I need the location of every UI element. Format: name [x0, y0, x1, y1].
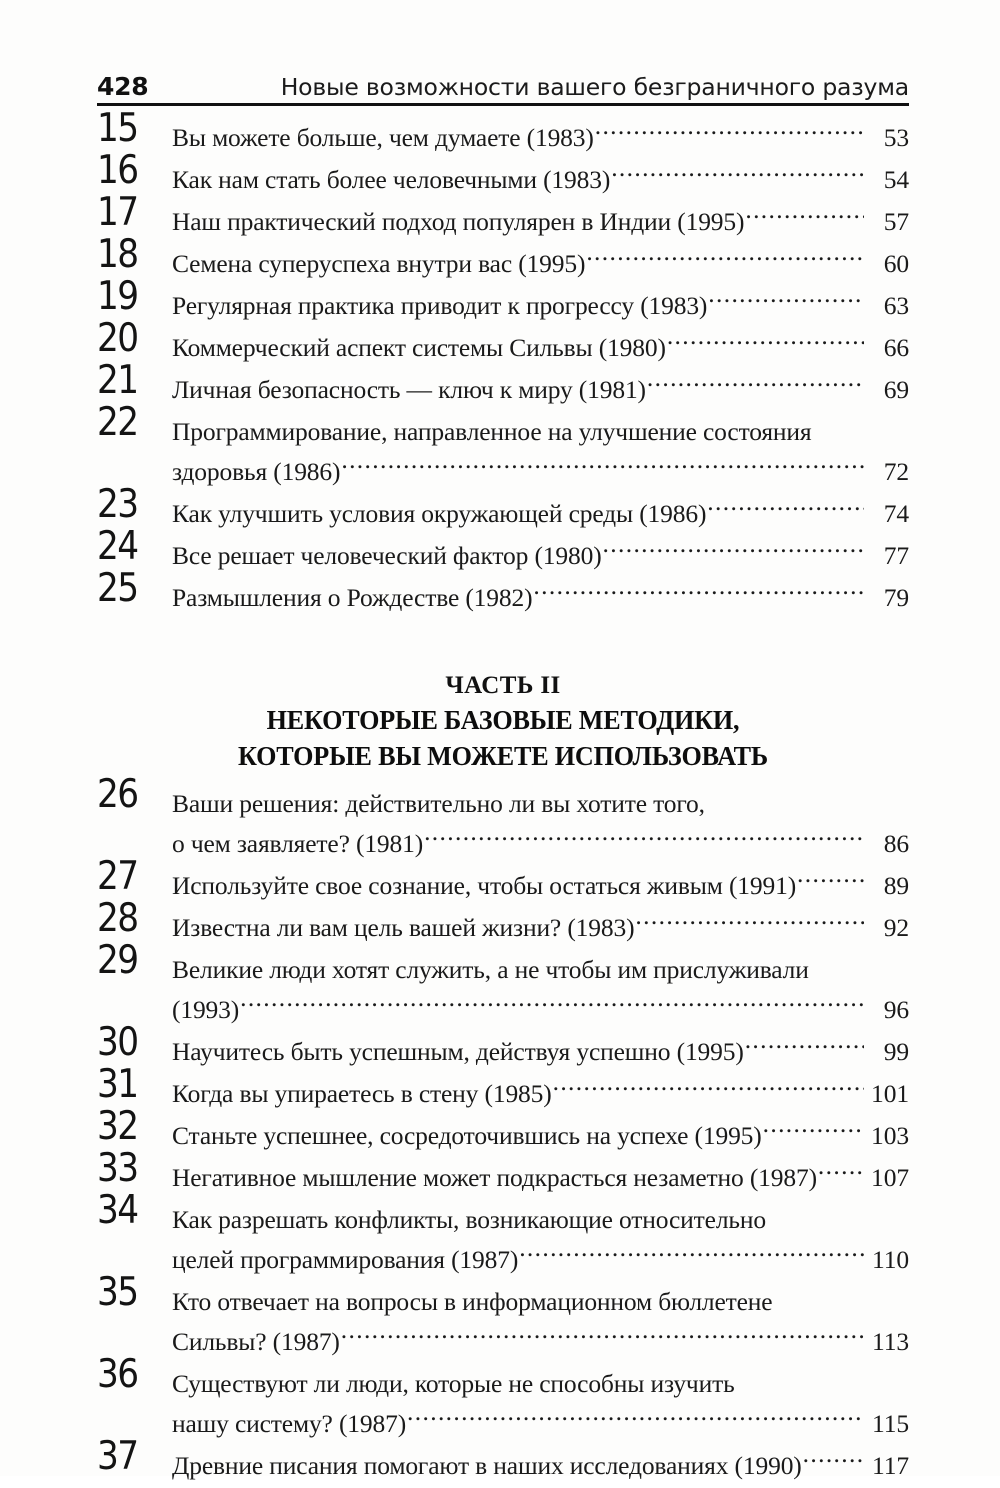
toc-leader-dots [553, 1077, 864, 1103]
toc-entry-line [172, 1200, 909, 1240]
toc-chapter-number: 37 [97, 1434, 138, 1479]
toc-entry-lines [172, 370, 909, 410]
toc-entry[interactable] [97, 1104, 909, 1156]
toc-leader-dots [745, 1035, 864, 1061]
toc-leader-dots [647, 373, 864, 399]
part-label: ЧАСТЬ II [445, 672, 561, 699]
toc-page-number: 96 [883, 995, 909, 1024]
toc-entry-lines [172, 202, 909, 242]
toc-entry-line [172, 536, 909, 576]
toc-entry-title-continued: здоровья (1986) [172, 457, 341, 486]
toc-entry-title: Как нам стать более человечными (1983) [172, 165, 611, 194]
toc-chapter-number: 35 [97, 1270, 138, 1315]
toc-page-number: 63 [883, 291, 909, 320]
toc-entry-lines [172, 1200, 909, 1280]
toc-entry[interactable] [97, 566, 909, 618]
toc-leader-dots [595, 121, 864, 147]
toc-entry-line [172, 784, 909, 824]
toc-page-number: 99 [883, 1037, 909, 1066]
toc-chapter-number: 23 [97, 482, 138, 527]
toc-page-number: 53 [883, 123, 909, 152]
toc-leader-dots [736, 1367, 908, 1393]
toc-entry[interactable] [97, 1188, 909, 1280]
toc-entry[interactable] [97, 772, 909, 864]
toc-entry-title: Как улучшить условия окружающей среды (1986) [172, 499, 707, 528]
toc-entry[interactable] [97, 232, 909, 284]
toc-entry-line [172, 908, 909, 948]
toc-entry[interactable] [97, 274, 909, 326]
toc-entry-lines [172, 286, 909, 326]
toc-entry-lines [172, 160, 909, 200]
toc-entry-line [172, 1240, 909, 1280]
toc-page-number: 103 [871, 1121, 909, 1150]
toc-leader-dots [586, 247, 864, 273]
toc-chapter-number: 30 [97, 1020, 138, 1065]
toc-entry[interactable] [97, 1020, 909, 1072]
toc-entry-title: Негативное мышление может подкрасться незаметно (1987) [172, 1163, 817, 1192]
toc-chapter-number: 25 [97, 566, 138, 611]
toc-entry-title: Наш практический подход популярен в Индии (1995) [172, 207, 745, 236]
toc-entry-lines [172, 244, 909, 284]
toc-chapter-number: 22 [97, 400, 138, 445]
toc-chapter-number: 20 [97, 316, 138, 361]
toc-entry-title: Кто отвечает на вопросы в информационном бюллетене [172, 1287, 773, 1316]
toc-page-number: 107 [871, 1163, 909, 1192]
toc-chapter-number: 31 [97, 1062, 138, 1107]
toc-page-number: 74 [883, 499, 909, 528]
toc-entry-lines [172, 328, 909, 368]
toc-chapter-number: 21 [97, 358, 138, 403]
toc-entry-lines [172, 1116, 909, 1156]
page-folio: 428 [97, 72, 149, 101]
toc-entry[interactable] [97, 896, 909, 948]
toc-chapter-number: 16 [97, 148, 138, 193]
toc-entry-title: Семена суперуспеха внутри вас (1995) [172, 249, 586, 278]
toc-entry-title-continued: Сильвы? (1987) [172, 1327, 340, 1356]
toc-entry-line [172, 578, 909, 618]
toc-leader-dots [763, 1119, 864, 1145]
toc-chapter-number: 29 [97, 938, 138, 983]
toc-entry-line [172, 1282, 909, 1322]
toc-entry-title: Все решает человеческий фактор (1980) [172, 541, 602, 570]
toc-chapter-number: 34 [97, 1188, 138, 1233]
toc-leader-dots [519, 1243, 864, 1269]
toc-entry-title: Коммерческий аспект системы Сильвы (1980) [172, 333, 666, 362]
toc-entry-lines [172, 118, 909, 158]
toc-entry[interactable] [97, 1352, 909, 1444]
toc-entry-lines [172, 536, 909, 576]
toc-chapter-number: 28 [97, 896, 138, 941]
toc-entry-line [172, 824, 909, 864]
toc-leader-dots [667, 331, 864, 357]
toc-entry-lines [172, 1074, 909, 1114]
toc-entry[interactable] [97, 148, 909, 200]
toc-entry-line [172, 118, 909, 158]
toc-leader-dots [797, 869, 864, 895]
toc-entry[interactable] [97, 400, 909, 492]
toc-page-number: 72 [883, 457, 909, 486]
toc-entry-title: Ваши решения: действительно ли вы хотите того, [172, 789, 705, 818]
toc-chapter-number: 27 [97, 854, 138, 899]
toc-leader-dots [635, 911, 864, 937]
toc-entry-title: Размышления о Рождестве (1982) [172, 583, 533, 612]
toc-entry-line [172, 866, 909, 906]
toc-page-number: 66 [883, 333, 909, 362]
toc-leader-dots [745, 205, 864, 231]
toc-page-number: 69 [883, 375, 909, 404]
toc-leader-dots [611, 163, 864, 189]
toc-entry-line [172, 1404, 909, 1444]
toc-leader-dots [803, 1449, 864, 1475]
toc-entry-line [172, 370, 909, 410]
toc-entry-line [172, 328, 909, 368]
toc-chapter-number: 32 [97, 1104, 138, 1149]
toc-entry-lines [172, 494, 909, 534]
toc-entry-lines [172, 1032, 909, 1072]
toc-entry-title: Программирование, направленное на улучшение состояния [172, 417, 812, 446]
toc-entry-line [172, 1074, 909, 1114]
toc-entry-line [172, 1446, 909, 1486]
running-title: Новые возможности вашего безграничного разума [280, 72, 909, 101]
toc-entry-lines [172, 784, 909, 864]
toc-entry-line [172, 1364, 909, 1404]
toc-entry[interactable] [97, 358, 909, 410]
toc-leader-dots [707, 497, 864, 523]
toc-entry-lines [172, 1282, 909, 1362]
part-title-line-1: НЕКОТОРЫЕ БАЗОВЫЕ МЕТОДИКИ, [266, 704, 740, 735]
toc-entry[interactable] [97, 854, 909, 906]
toc-chapter-number: 15 [97, 106, 138, 151]
toc-entry-line [172, 412, 909, 452]
toc-page-number: 115 [871, 1409, 909, 1438]
toc-entry-lines [172, 1446, 909, 1486]
toc-entry-title-continued: (1993) [172, 995, 240, 1024]
toc-entry-line [172, 950, 909, 990]
toc-chapter-number: 33 [97, 1146, 138, 1191]
toc-list-part-one [97, 106, 909, 620]
toc-chapter-number: 26 [97, 772, 138, 817]
toc-entry[interactable] [97, 1146, 909, 1198]
toc-entry-title: Великие люди хотят служить, а не чтобы им прислуживали [172, 955, 809, 984]
toc-entry-lines [172, 578, 909, 618]
toc-entry-lines [172, 412, 909, 492]
toc-entry-title: Используйте свое сознание, чтобы остаться живым (1991) [172, 871, 797, 900]
toc-entry-title: Как разрешать конфликты, возникающие относительно [172, 1205, 766, 1234]
toc-entry-title-continued: о чем заявляете? (1981) [172, 829, 424, 858]
toc-entry[interactable] [97, 1270, 909, 1362]
toc-entry[interactable] [97, 482, 909, 534]
toc-page-number: 101 [871, 1079, 909, 1108]
toc-leader-dots [603, 539, 864, 565]
toc-leader-dots [818, 1161, 864, 1187]
toc-page-number: 60 [883, 249, 909, 278]
toc-entry-title: Когда вы упираетесь в стену (1985) [172, 1079, 552, 1108]
toc-entry-title: Станьте успешнее, сосредоточившись на успехе (1995) [172, 1121, 762, 1150]
toc-entry[interactable] [97, 938, 909, 1030]
toc-entry-line [172, 286, 909, 326]
toc-entry[interactable] [97, 190, 909, 242]
toc-chapter-number: 17 [97, 190, 138, 235]
toc-entry-title-continued: целей программирования (1987) [172, 1245, 519, 1274]
toc-entry-line [172, 494, 909, 534]
toc-leader-dots [424, 827, 864, 853]
toc-page-number: 89 [883, 871, 909, 900]
toc-entry-title: Известна ли вам цель вашей жизни? (1983) [172, 913, 635, 942]
toc-chapter-number: 18 [97, 232, 138, 277]
toc-entry-line [172, 452, 909, 492]
toc-entry-title-continued: нашу систему? (1987) [172, 1409, 407, 1438]
toc-entry-lines [172, 950, 909, 1030]
toc-entry-line [172, 1032, 909, 1072]
toc-leader-dots [533, 581, 864, 607]
toc-entry-lines [172, 866, 909, 906]
toc-leader-dots [708, 289, 864, 315]
toc-page-number: 113 [871, 1327, 909, 1356]
toc-page-number: 77 [883, 541, 909, 570]
toc-entry-title: Регулярная практика приводит к прогрессу (1983) [172, 291, 708, 320]
toc-page-number: 57 [883, 207, 909, 236]
toc-entry[interactable] [97, 106, 909, 158]
toc-entry-line [172, 1322, 909, 1362]
toc-page-number: 110 [871, 1245, 909, 1274]
toc-entry-title: Существуют ли люди, которые не способны изучить [172, 1369, 735, 1398]
toc-leader-dots [341, 1325, 864, 1351]
toc-chapter-number: 36 [97, 1352, 138, 1397]
toc-entry[interactable] [97, 1434, 909, 1486]
toc-page-number: 54 [883, 165, 909, 194]
toc-page-number: 117 [871, 1451, 909, 1480]
toc-entry-title: Вы можете больше, чем думаете (1983) [172, 123, 594, 152]
running-head [97, 62, 909, 106]
part-title-line-2: КОТОРЫЕ ВЫ МОЖЕТЕ ИСПОЛЬЗОВАТЬ [238, 740, 768, 771]
toc-entry-title: Древние писания помогают в наших исследованиях (1990) [172, 1451, 802, 1480]
toc-leader-dots [813, 415, 909, 441]
toc-leader-dots [810, 953, 908, 979]
toc-entry-lines [172, 1364, 909, 1444]
toc-list-part-two [97, 772, 909, 1488]
toc-chapter-number: 24 [97, 524, 138, 569]
toc-leader-dots [341, 455, 864, 481]
toc-entry-lines [172, 1158, 909, 1198]
toc-entry-line [172, 990, 909, 1030]
toc-leader-dots [773, 1285, 908, 1311]
toc-entry[interactable] [97, 524, 909, 576]
toc-entry-title: Научитесь быть успешным, действуя успешно (1995) [172, 1037, 744, 1066]
toc-entry-line [172, 244, 909, 284]
toc-entry-lines [172, 908, 909, 948]
toc-leader-dots [407, 1407, 864, 1433]
toc-leader-dots [767, 1203, 908, 1229]
toc-page-number: 79 [883, 583, 909, 612]
toc-entry-line [172, 160, 909, 200]
toc-entry-line [172, 1158, 909, 1198]
toc-leader-dots [240, 993, 864, 1019]
toc-chapter-number: 19 [97, 274, 138, 319]
toc-entry-title: Личная безопасность — ключ к миру (1981) [172, 375, 646, 404]
toc-page-number: 86 [883, 829, 909, 858]
toc-entry-line [172, 1116, 909, 1156]
toc-page-number: 92 [883, 913, 909, 942]
toc-entry[interactable] [97, 1062, 909, 1114]
toc-entry-line [172, 202, 909, 242]
toc-leader-dots [706, 787, 908, 813]
part-heading [97, 670, 909, 774]
toc-entry[interactable] [97, 316, 909, 368]
